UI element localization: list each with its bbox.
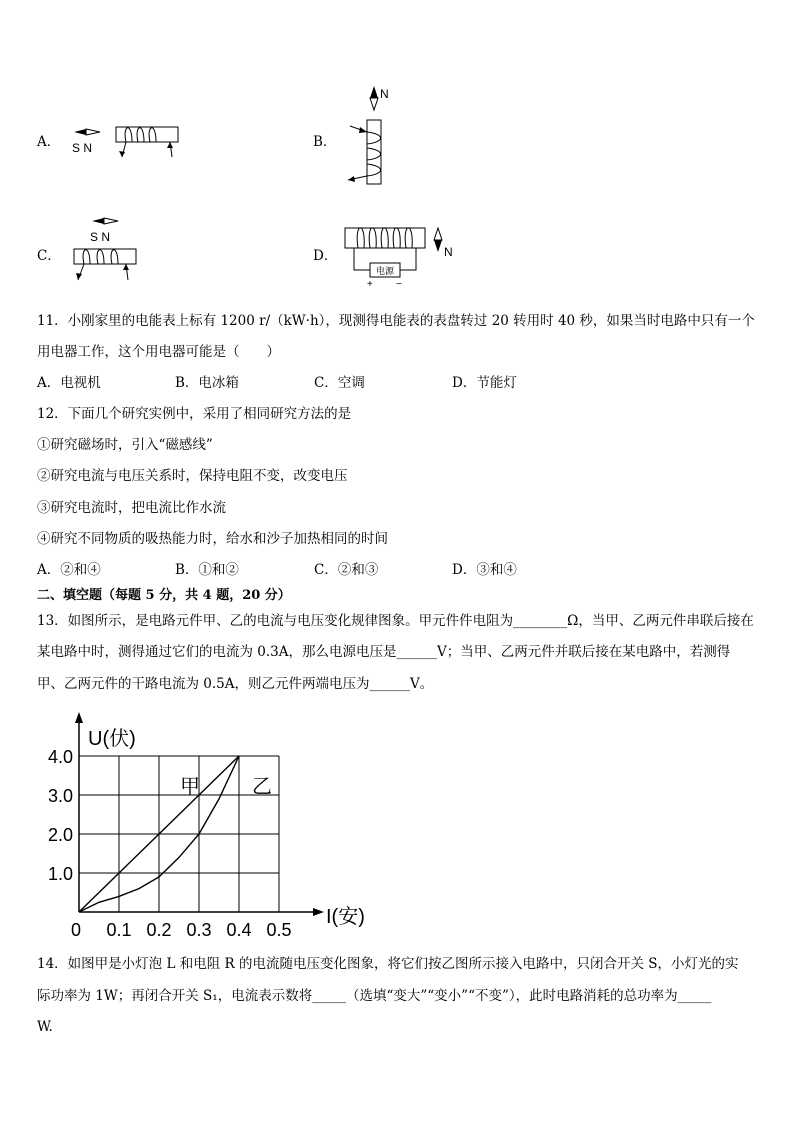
option-d-label: D． xyxy=(313,248,338,264)
option-c-needle-label: S N xyxy=(90,230,111,244)
option-a-label: A． xyxy=(37,134,61,150)
section-heading: 二、填空题（每题 5 分，共 4 题，20 分） xyxy=(37,588,291,603)
q12-option-d: D．③和④ xyxy=(452,562,517,578)
series-label-jia: 甲 xyxy=(180,776,200,798)
x-tick-label: 0.4 xyxy=(226,920,252,940)
option-b-needle-label: N xyxy=(380,87,389,101)
x-axis-arrow xyxy=(313,908,324,916)
q11-stem-line-2: 用电器工作，这个用电器可能是（ ） xyxy=(37,344,280,360)
q11-option-b: B．电冰箱 xyxy=(175,375,239,391)
option-b-figure xyxy=(340,84,400,188)
y-axis-label: U(伏) xyxy=(88,728,136,750)
y-tick-label: 2.0 xyxy=(47,825,73,845)
x-tick-label: 0.3 xyxy=(186,920,212,940)
q12-stem: 12．下面几个研究实例中，采用了相同研究方法的是 xyxy=(37,406,352,422)
q11-option-c: C．空调 xyxy=(314,375,365,391)
x-tick-label: 0.1 xyxy=(106,920,132,940)
q11-option-a: A．电视机 xyxy=(37,375,101,391)
q12-item-4: ④研究不同物质的吸热能力时，给水和沙子加热相同的时间 xyxy=(37,531,388,547)
q11-stem-line-1: 11．小刚家里的电能表上标有 1200 r/（kW·h），现测得电能表的表盘转过 20 转用时 40 秒，如果当时电路中只有一个 xyxy=(37,313,755,329)
option-a-figure xyxy=(66,115,196,165)
q12-option-a: A．②和④ xyxy=(37,562,101,578)
x-tick-label: 0 xyxy=(70,920,82,940)
y-tick-label: 1.0 xyxy=(47,864,73,884)
q14-stem-line-2: 际功率为 1W；再闭合开关 S₁，电流表示数将_____（选填“变大”“变小”“不变”），此时电路消耗的总功率为_____ xyxy=(37,988,712,1004)
x-tick-label: 0.5 xyxy=(266,920,292,940)
q13-stem-line-3: 甲、乙两元件的干路电流为 0.5A，则乙元件两端电压为______V。 xyxy=(37,676,434,692)
q12-item-1: ①研究磁场时，引入“磁感线” xyxy=(37,437,213,453)
q13-stem-line-2: 某电路中时，测得通过它们的电流为 0.3A，那么电源电压是______V；当甲、乙两元件并联后接在某电路中，若测得 xyxy=(37,644,731,660)
option-c-label: C． xyxy=(37,248,61,264)
option-d-minus-label: − xyxy=(396,279,402,290)
y-axis-arrow xyxy=(75,712,83,723)
x-axis-label: I(安) xyxy=(326,906,365,928)
option-d-needle-label: N xyxy=(444,245,453,259)
q12-option-b: B．①和② xyxy=(175,562,239,578)
option-d-plus-label: + xyxy=(367,279,373,290)
q13-stem-line-1: 13．如图所示，是电路元件甲、乙的电流与电压变化规律图象。甲元件件电阻为________Ω，当甲、乙两元件串联后接在 xyxy=(37,613,754,629)
x-tick-label: 0.2 xyxy=(146,920,172,940)
option-d-power-source-label: 电源 xyxy=(376,266,395,276)
u-i-graph xyxy=(30,712,390,944)
q14-stem-line-3: W. xyxy=(37,1019,53,1035)
q12-item-2: ②研究电流与电压关系时，保持电阻不变，改变电压 xyxy=(37,468,348,484)
option-a-needle-label: S N xyxy=(72,141,93,155)
q14-stem-line-1: 14．如图甲是小灯泡 L 和电阻 R 的电流随电压变化图象，将它们按乙图所示接入电路中，只闭合开关 S，小灯光的实 xyxy=(37,956,739,972)
y-tick-label: 3.0 xyxy=(47,786,73,806)
q12-option-c: C．②和③ xyxy=(314,562,379,578)
option-d-figure xyxy=(340,218,470,292)
q12-item-3: ③研究电流时，把电流比作水流 xyxy=(37,500,226,516)
y-tick-label: 4.0 xyxy=(47,747,73,767)
option-b-label: B． xyxy=(313,134,337,150)
q11-option-d: D．节能灯 xyxy=(452,375,517,391)
series-label-yi: 乙 xyxy=(252,776,272,798)
option-c-figure xyxy=(70,212,150,286)
